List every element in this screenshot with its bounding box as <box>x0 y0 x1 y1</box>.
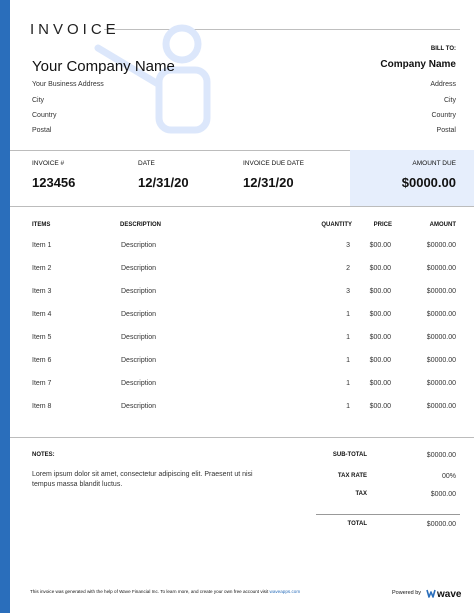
row-amount: $0000.00 <box>426 357 456 364</box>
invoice-date: 12/31/20 <box>138 175 189 190</box>
row-quantity: 3 <box>346 242 350 249</box>
row-price: $00.00 <box>369 357 391 364</box>
bill-to-label: BILL TO: <box>430 46 456 52</box>
row-quantity: 1 <box>346 403 350 410</box>
row-price: $00.00 <box>369 265 391 272</box>
row-amount: $0000.00 <box>426 403 456 410</box>
row-item: Item 2 <box>32 265 52 272</box>
company-city: City <box>32 97 45 104</box>
row-description: Description <box>121 288 157 295</box>
amount-due-value: $0000.00 <box>401 175 456 190</box>
row-amount: $0000.00 <box>426 242 456 249</box>
col-header-description: DESCRIPTION <box>120 222 162 228</box>
row-price: $00.00 <box>369 380 391 387</box>
row-item: Item 3 <box>32 288 52 295</box>
tax-label: TAX <box>355 491 367 497</box>
wave-logo <box>426 586 462 600</box>
amount-due-label: AMOUNT DUE <box>412 160 456 167</box>
row-amount: $0000.00 <box>426 334 456 341</box>
subtotal-label: SUB-TOTAL <box>332 452 367 458</box>
row-price: $00.00 <box>369 242 391 249</box>
row-quantity: 1 <box>346 380 350 387</box>
due-date-label: INVOICE DUE DATE <box>243 160 304 167</box>
row-item: Item 4 <box>32 311 52 318</box>
row-price: $00.00 <box>369 311 391 318</box>
row-price: $00.00 <box>369 403 391 410</box>
company-address: Your Business Address <box>32 81 104 88</box>
wave-brand: wave <box>437 589 462 600</box>
total-rule <box>316 514 460 515</box>
company-postal: Postal <box>32 127 52 134</box>
row-quantity: 1 <box>346 311 350 318</box>
row-item: Item 7 <box>32 380 52 387</box>
row-item: Item 6 <box>32 357 52 364</box>
row-item: Item 8 <box>32 403 52 410</box>
bill-to-address: Address <box>430 81 456 88</box>
tax-rate-value: 00% <box>441 473 456 480</box>
row-description: Description <box>121 380 157 387</box>
col-header-items: ITEMS <box>32 222 51 228</box>
row-description: Description <box>121 357 157 364</box>
row-amount: $0000.00 <box>426 265 456 272</box>
bill-to-city: City <box>443 97 456 104</box>
row-description: Description <box>121 403 157 410</box>
footer-link[interactable]: waveapps.com <box>269 589 301 594</box>
invoice-number-label: INVOICE # <box>32 160 65 167</box>
tax-rate-label: TAX RATE <box>337 473 367 479</box>
bill-to-company: Company Name <box>380 59 456 70</box>
total-label: TOTAL <box>347 521 367 527</box>
due-date: 12/31/20 <box>243 175 294 190</box>
total-value: $0000.00 <box>426 521 456 528</box>
row-description: Description <box>121 311 157 318</box>
row-amount: $0000.00 <box>426 288 456 295</box>
powered-by-label: Powered by <box>392 590 422 596</box>
row-quantity: 1 <box>346 334 350 341</box>
col-header-price: PRICE <box>373 222 392 228</box>
date-label: DATE <box>138 160 155 167</box>
notes-label: NOTES: <box>32 452 55 458</box>
footer-text: This invoice was generated with the help of Wave Financial Inc. To learn more, and create your own free account visit <box>30 589 269 594</box>
row-description: Description <box>121 242 157 249</box>
subtotal-value: $0000.00 <box>426 452 456 459</box>
section-divider <box>10 437 474 438</box>
row-quantity: 2 <box>346 265 350 272</box>
row-amount: $0000.00 <box>426 380 456 387</box>
row-price: $00.00 <box>369 334 391 341</box>
row-price: $00.00 <box>369 288 391 295</box>
col-header-amount: AMOUNT <box>429 222 456 228</box>
invoice-title: INVOICE <box>30 21 120 38</box>
tax-value: $000.00 <box>430 491 456 498</box>
footer-note <box>30 589 300 594</box>
company-country: Country <box>32 112 57 119</box>
bill-to-postal: Postal <box>436 127 456 134</box>
row-item: Item 5 <box>32 334 52 341</box>
row-quantity: 3 <box>346 288 350 295</box>
row-quantity: 1 <box>346 357 350 364</box>
accent-bar <box>0 0 10 613</box>
row-item: Item 1 <box>32 242 52 249</box>
invoice-number: 123456 <box>32 175 76 190</box>
row-amount: $0000.00 <box>426 311 456 318</box>
company-name: Your Company Name <box>32 58 175 75</box>
col-header-quantity: QUANTITY <box>321 222 352 228</box>
notes-text: Lorem ipsum dolor sit amet, consectetur adipiscing elit. Praesent ut nisi tempus massa blandit luctus. <box>32 471 253 488</box>
presenter-icon <box>92 22 222 138</box>
row-description: Description <box>121 265 157 272</box>
row-description: Description <box>121 334 157 341</box>
bill-to-country: Country <box>431 112 456 119</box>
